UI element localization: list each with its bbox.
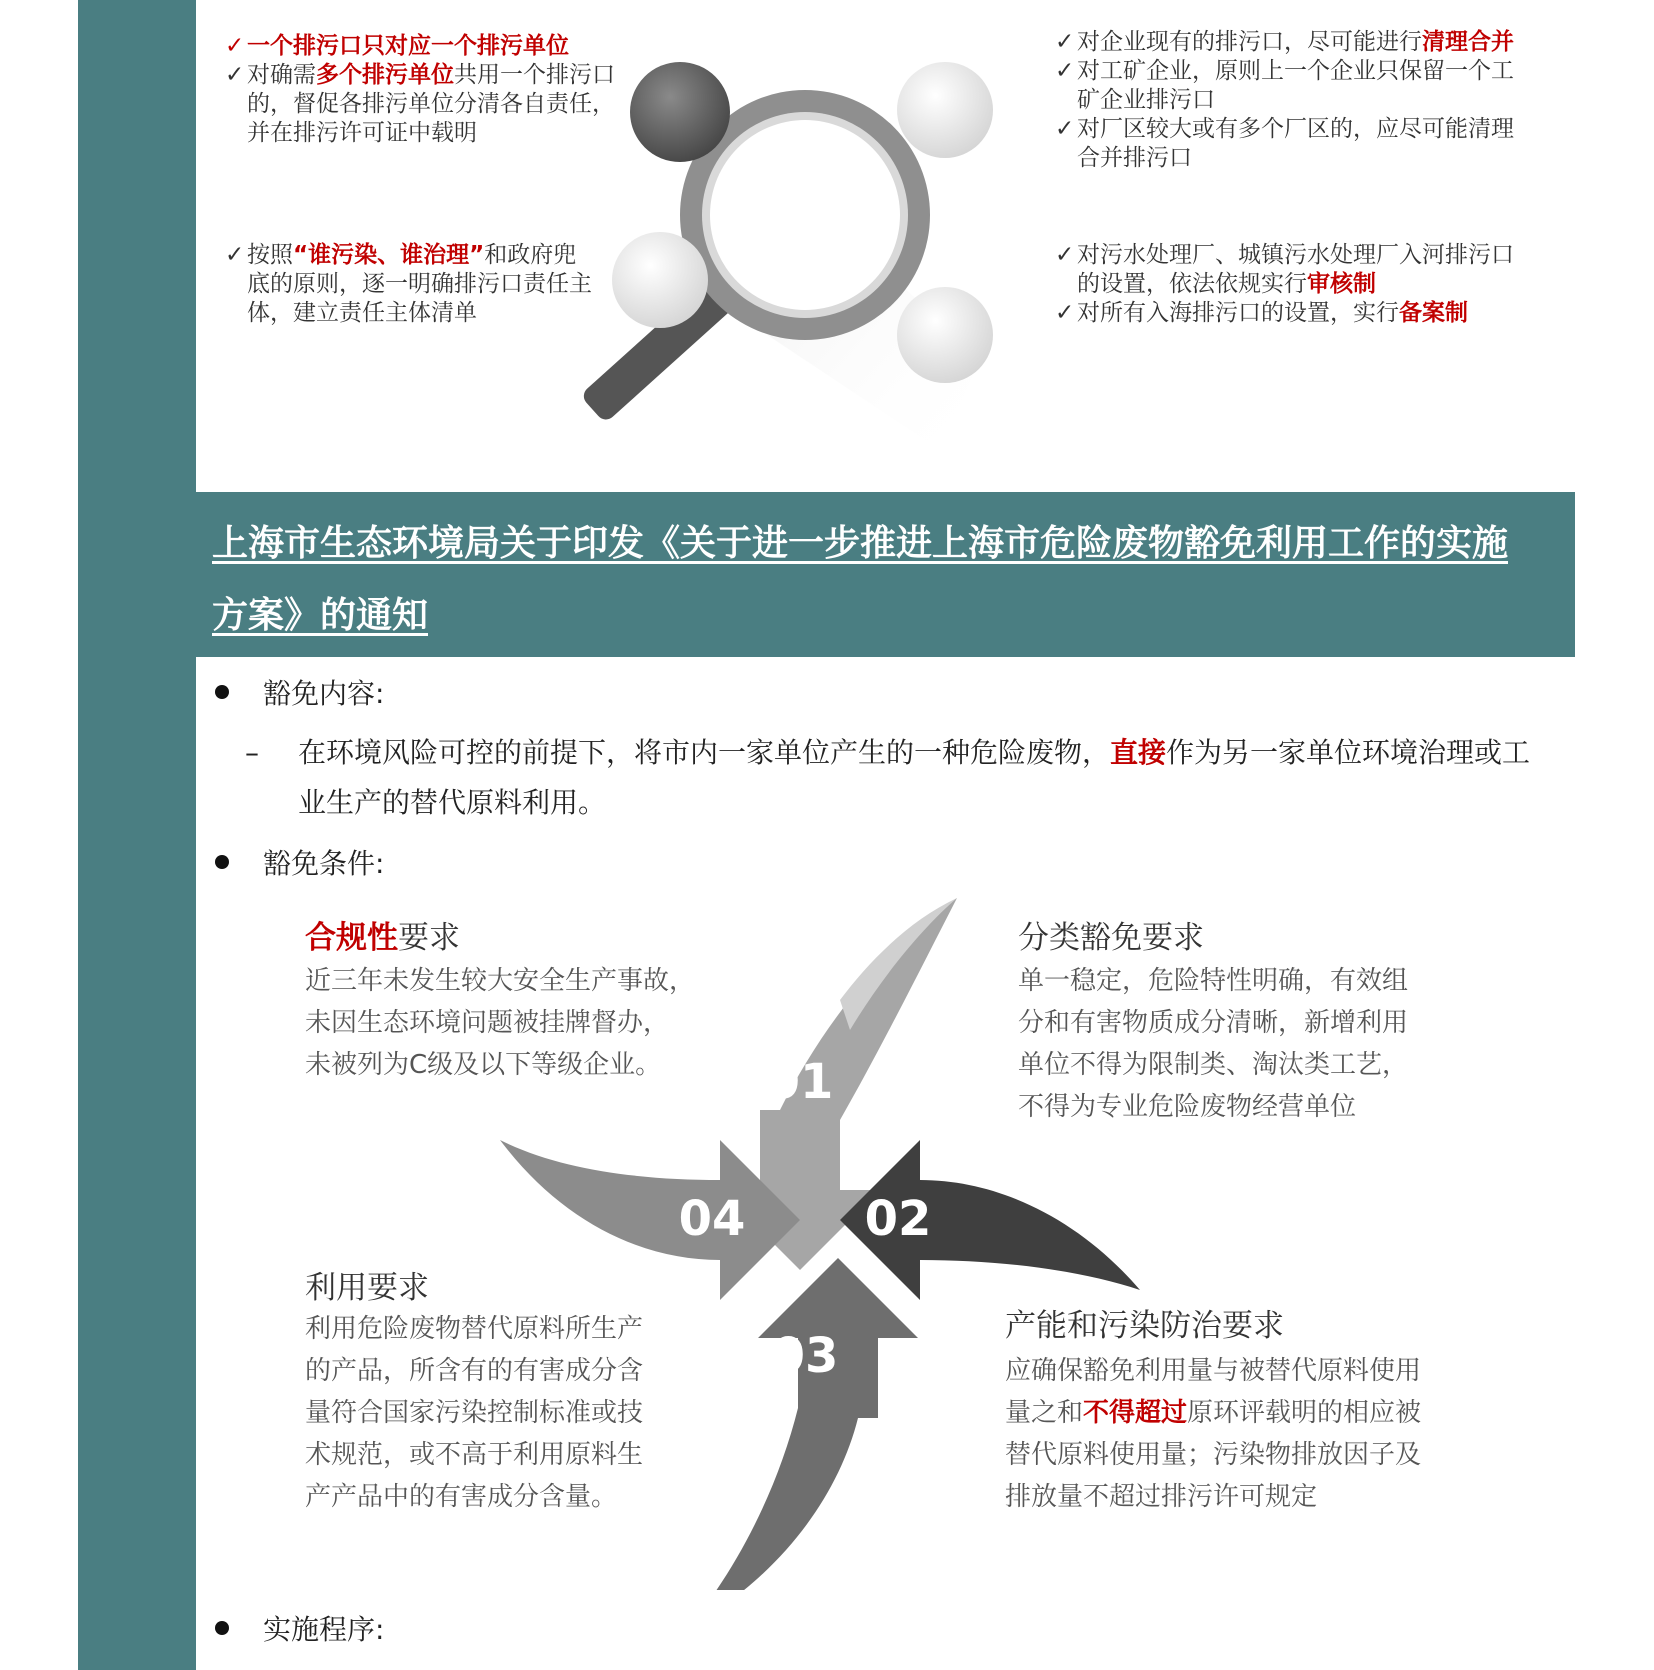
arrow-03 <box>688 1258 918 1590</box>
arrow-number-04: 04 <box>678 1191 746 1247</box>
q1-title: 合规性要求 <box>305 920 460 956</box>
light-sphere <box>612 232 708 328</box>
dark-sphere <box>630 62 730 162</box>
top-right-block-1: ✓ 对企业现有的排污口，尽可能进行清理合并 ✓ 对工矿企业，原则上一个企业只保留一个工 矿企业排污口 ✓ 对厂区较大或有多个厂区的，应尽可能清理 合并排污口 <box>1055 29 1514 171</box>
top-left-block-2: ✓ 按照“谁污染、谁治理”和政府兜 底的原则，逐一明确排污口责任主 体，建立责任主体清单 <box>225 242 592 326</box>
exemption-content-text: – 在环境风险可控的前提下，将市内一家单位产生的一种危险废物，直接作为另一家单位环境治理或工业生产的替代原料利用。 <box>245 736 1531 819</box>
bullet-exemption-content: 豁免内容: <box>215 672 384 712</box>
q3-text: 应确保豁免利用量与被替代原料使用 量之和不得超过原环评载明的相应被 替代原料使用量；污染物排放因子及 排放量不超过排污许可规定 <box>1005 1356 1422 1512</box>
title-banner <box>196 492 1575 657</box>
q3-title: 产能和污染防治要求 <box>1005 1308 1284 1344</box>
q4-text: 利用危险废物替代原料所生产 的产品，所含有的有害成分含 量符合国家污染控制标准或技 术规范，或不高于利用原料生 产产品中的有害成分含量。 <box>305 1314 644 1512</box>
top-right-block-2: ✓ 对污水处理厂、城镇污水处理厂入河排污口 的设置，依法依规实行审核制 ✓ 对所有入海排污口的设置，实行备案制 <box>1055 242 1514 326</box>
arrow-number-02: 02 <box>864 1191 932 1247</box>
bullet-dot-icon <box>215 1621 229 1635</box>
notice-title: 上海市生态环境局关于印发《关于进一步推进上海市危险废物豁免利用工作的实施方案》的通知 <box>212 523 1509 636</box>
arrow-number-01: 01 <box>766 1054 834 1110</box>
q2-title: 分类豁免要求 <box>1018 920 1204 956</box>
magnifier-illustration <box>560 30 1030 460</box>
left-sidebar-band <box>78 0 196 1670</box>
top-left-block-1: ✓ 一个排污口只对应一个排污单位 ✓ 对确需多个排污单位共用一个排污口 的，督促各排污单位分清各自责任， 并在排污许可证中载明 <box>225 33 615 146</box>
light-sphere <box>897 287 993 383</box>
arrow-04 <box>500 1140 800 1300</box>
bullet-exemption-conditions: 豁免条件: <box>215 842 384 882</box>
light-sphere <box>897 62 993 158</box>
q1-text: 近三年未发生较大安全生产事故， 未因生态环境问题被挂牌督办， 未被列为C级及以下等级企业。 <box>305 966 696 1080</box>
bullet-dot-icon <box>215 685 229 699</box>
bullet-implementation-procedure: 实施程序: <box>215 1608 384 1648</box>
q2-text: 单一稳定，危险特性明确，有效组 分和有害物质成分清晰，新增利用 单位不得为限制类、淘汰类工艺， 不得为专业危险废物经营单位 <box>1018 966 1409 1122</box>
q4-title: 利用要求 <box>305 1270 429 1306</box>
arrow-number-03: 03 <box>771 1328 839 1384</box>
bullet-dot-icon <box>215 855 229 869</box>
